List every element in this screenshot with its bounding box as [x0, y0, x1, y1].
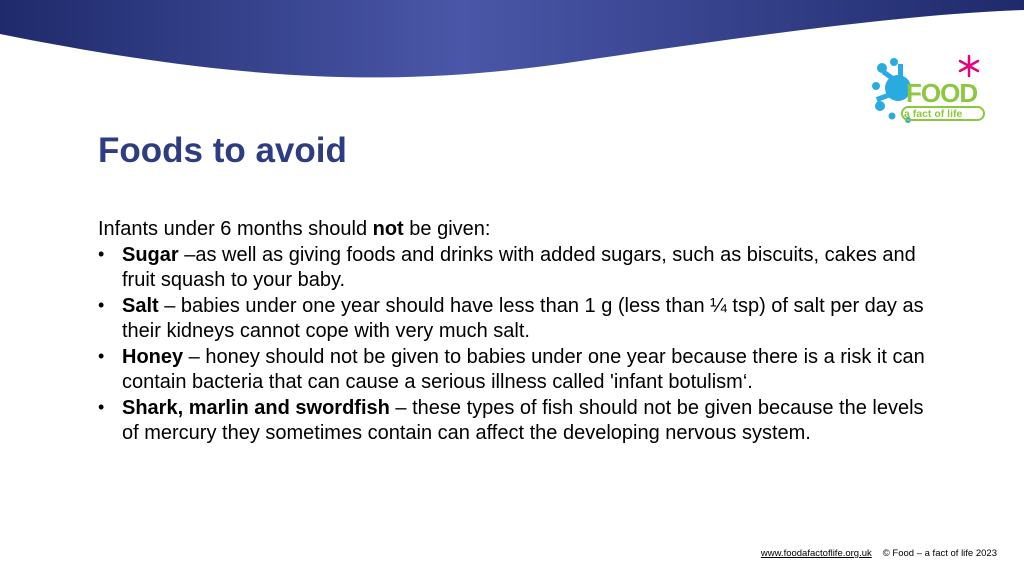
- intro-emphasis: not: [372, 218, 404, 240]
- copyright-text: © Food – a fact of life 2023: [882, 548, 997, 559]
- item-text: –as well as giving foods and drinks with added sugars, such as biscuits, cakes and fruit squash to your baby.: [122, 243, 916, 291]
- item-term: Salt: [122, 294, 159, 317]
- list-item-salt: [98, 294, 928, 345]
- slide-title: Foods to avoid: [98, 131, 347, 170]
- intro-suffix: be given:: [403, 218, 491, 240]
- item-text: – honey should not be given to babies under one year because there is a risk it can contain bacteria that can cause a serious illness called 'infant botulism‘.: [122, 345, 925, 393]
- item-term: Honey: [122, 345, 184, 368]
- logo-word: FOOD: [906, 78, 978, 108]
- item-term: Sugar: [122, 243, 179, 266]
- item-text: – babies under one year should have less than 1 g (less than ¼ tsp) of salt per day as their kidneys cannot cope with very much salt.: [122, 294, 924, 342]
- item-term: Shark, marlin and swordfish: [122, 396, 390, 419]
- logo-tagline: a fact of life: [904, 108, 963, 120]
- intro-prefix: Infants under 6 months should: [98, 218, 373, 240]
- slide-body: [98, 217, 928, 447]
- list-item-fish: [98, 396, 928, 447]
- intro-text: [98, 217, 928, 243]
- list-item-sugar: [98, 243, 928, 294]
- slide-footer: [761, 548, 997, 559]
- list-item-honey: [98, 345, 928, 396]
- food-a-fact-of-life-logo[interactable]: [868, 50, 988, 132]
- website-link[interactable]: www.foodafactoflife.org.uk: [760, 548, 872, 559]
- item-text: – these types of fish should not be given because the levels of mercury they sometimes contain can affect the developing nervous system.: [122, 396, 924, 444]
- foods-list: [98, 243, 928, 447]
